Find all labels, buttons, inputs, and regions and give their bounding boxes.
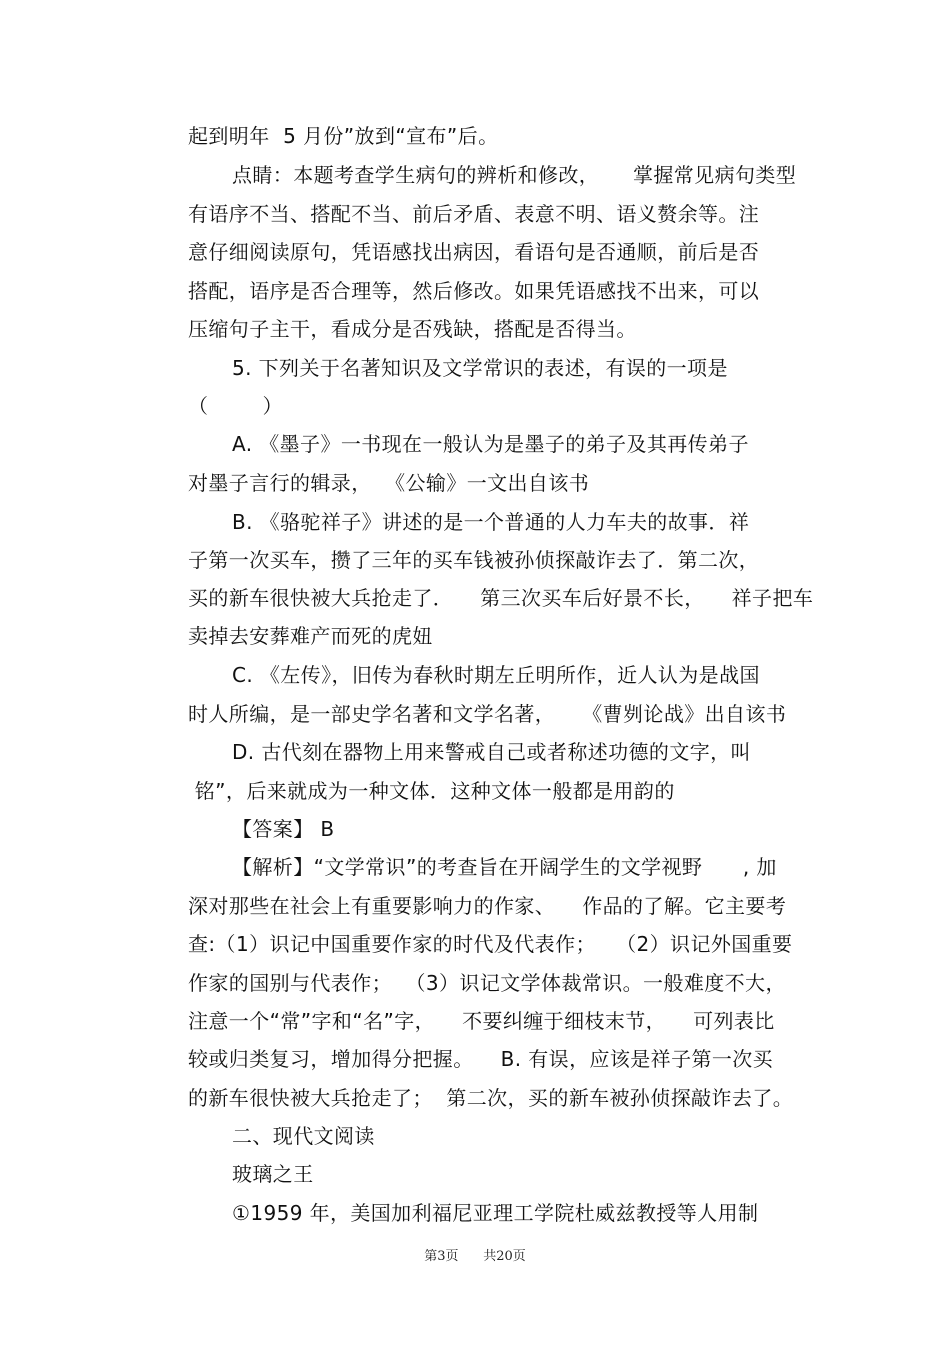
option-b-line-1: B. 《骆驼祥子》讲述的是一个普通的人力车夫的故事．祥 [232, 510, 750, 534]
analysis-line-3: 查:（1）识记中国重要作家的时代及代表作； （2）识记外国重要 [188, 932, 793, 956]
analysis-line-6: 较或归类复习，增加得分把握。 B. 有误，应该是祥子第一次买 [188, 1047, 774, 1071]
analysis-line-7: 的新车很快被大兵抢走了； 第二次，买的新车被孙侦探敲诈去了。 [188, 1086, 794, 1110]
option-a-line-2: 对墨子言行的辑录， 《公输》一文出自该书 [188, 471, 590, 495]
answer-bracket: （ ） [188, 394, 283, 418]
option-d-line-2: 铭”，后来就成为一种文体．这种文体一般都是用韵的 [188, 779, 675, 803]
text-line-1: 起到明年 5 月份”放到“宣布”后。 [188, 124, 499, 148]
option-c-line-1: C. 《左传》，旧传为春秋时期左丘明所作，近人认为是战国 [232, 663, 760, 687]
option-d-line-1: D. 古代刻在器物上用来警戒自己或者称述功德的文字，叫 [232, 740, 751, 764]
analysis-line-4: 作家的国别与代表作； （3）识记文学体裁常识。一般难度不大， [188, 971, 786, 995]
page-footer: 第3页 共20页 [424, 1249, 526, 1264]
text-line-4: 意仔细阅读原句，凭语感找出病因，看语句是否通顺，前后是否 [188, 240, 760, 264]
text-line-5: 搭配，语序是否合理等，然后修改。如果凭语感找不出来，可以 [188, 279, 760, 303]
option-b-line-3: 买的新车很快被大兵抢走了． 第三次买车后好景不长， 祥子把车 [188, 586, 814, 610]
option-b-line-2: 子第一次买车，攒了三年的买车钱被孙侦探敲诈去了．第二次， [188, 548, 760, 572]
analysis-line-1: 【解析】“文学常识”的考查旨在开阔学生的文学视野 , 加 [232, 855, 777, 879]
text-line-6: 压缩句子主干，看成分是否残缺，搭配是否得当。 [188, 317, 637, 341]
question-5-stem: 5. 下列关于名著知识及文学常识的表述，有误的一项是 [232, 356, 728, 380]
analysis-line-2: 深对那些在社会上有重要影响力的作家、 作品的了解。它主要考 [188, 894, 787, 918]
answer-line: 【答案】 B [232, 817, 335, 841]
text-line-2: 点睛：本题考查学生病句的辨析和修改， 掌握常见病句类型 [232, 163, 797, 187]
text-line-3: 有语序不当、搭配不当、前后矛盾、表意不明、语义赘余等。注 [188, 202, 760, 226]
passage-title: 玻璃之王 [232, 1162, 314, 1186]
option-c-line-2: 时人所编，是一部史学名著和文学名著， 《曹刿论战》出自该书 [188, 702, 787, 726]
section-heading: 二、现代文阅读 [232, 1124, 375, 1148]
analysis-line-5: 注意一个“常”字和“名”字， 不要纠缠于细枝末节， 可列表比 [188, 1009, 775, 1033]
option-b-line-4: 卖掉去安葬难产而死的虎妞 [188, 624, 433, 648]
passage-paragraph-1: ①1959 年，美国加利福尼亚理工学院杜威兹教授等人用制 [232, 1201, 759, 1225]
option-a-line-1: A. 《墨子》一书现在一般认为是墨子的弟子及其再传弟子 [232, 432, 749, 456]
